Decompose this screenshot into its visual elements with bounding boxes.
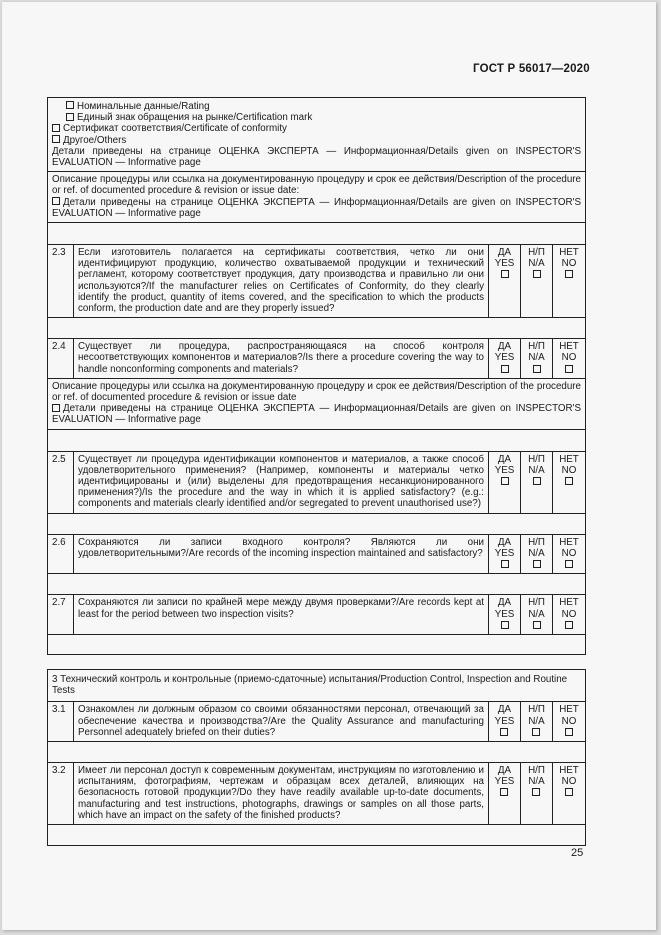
answer-yes[interactable]: ДА YES xyxy=(488,702,520,742)
blank-row xyxy=(48,318,586,339)
na-checkbox[interactable] xyxy=(532,788,540,796)
no-checkbox[interactable] xyxy=(565,621,573,629)
page-number: 25 xyxy=(571,847,584,859)
document-id: ГОСТ Р 56017—2020 xyxy=(473,63,590,75)
no-checkbox[interactable] xyxy=(565,270,573,278)
checklist-table-section-2 xyxy=(47,97,586,655)
answer-yes[interactable]: ДА YES xyxy=(489,339,521,379)
no-checkbox[interactable] xyxy=(565,728,573,736)
blank-cell[interactable] xyxy=(48,825,586,846)
answer-no[interactable]: НЕТ NO xyxy=(552,702,585,742)
answer-yes[interactable]: ДА YES xyxy=(489,534,521,574)
question-row-3-1 xyxy=(48,702,586,742)
yes-checkbox[interactable] xyxy=(501,365,509,373)
blank-row xyxy=(48,634,586,654)
question-row-2-7 xyxy=(48,595,586,635)
na-checkbox[interactable] xyxy=(533,365,541,373)
question-number: 2.7 xyxy=(48,595,74,635)
procedure-description-row xyxy=(48,172,586,223)
blank-row xyxy=(48,825,586,846)
answer-no[interactable]: НЕТ NO xyxy=(553,339,586,379)
answer-na[interactable]: Н/П N/A xyxy=(520,763,552,825)
checkbox-other[interactable] xyxy=(52,135,60,143)
question-number: 2.4 xyxy=(48,339,74,379)
checkbox-certificate[interactable] xyxy=(52,124,60,132)
document-page xyxy=(2,2,656,930)
question-text: Ознакомлен ли должным образом со своими обязанностями персонал, отвечающий за обеспечение качества и производства?/Are the Quality Assurance and manufacturing Personnel adequately briefed on their duties? xyxy=(74,702,489,742)
procedure-description-row xyxy=(48,378,586,429)
blank-cell[interactable] xyxy=(48,318,586,339)
question-row-2-5 xyxy=(48,451,586,513)
answer-yes[interactable]: ДА YES xyxy=(489,595,521,635)
checkbox-rating[interactable] xyxy=(66,101,74,109)
yes-checkbox[interactable] xyxy=(500,728,508,736)
na-checkbox[interactable] xyxy=(533,621,541,629)
na-checkbox[interactable] xyxy=(532,728,540,736)
question-number: 2.5 xyxy=(48,451,74,513)
blank-row xyxy=(48,513,586,534)
blank-cell[interactable] xyxy=(48,634,586,654)
question-row-3-2 xyxy=(48,763,586,825)
blank-cell[interactable] xyxy=(48,513,586,534)
blank-row xyxy=(48,742,586,763)
no-checkbox[interactable] xyxy=(565,477,573,485)
answer-yes[interactable]: ДА YES xyxy=(488,763,520,825)
question-text: Если изготовитель полагается на сертификаты соответствия, четко ли они идентифицируют продукцию, количество охватываемой продукции и технический регламент, которому соответствует продукция, дату производства и правильно ли они используются?/If the manufacturer relies on Certificates of Conformity, do they clearly identify the product, quantity of items covered, and the specification to which the products conform, the production date and are they properly issued? xyxy=(74,245,489,318)
yes-checkbox[interactable] xyxy=(501,270,509,278)
question-row-2-6 xyxy=(48,534,586,574)
answer-na[interactable]: Н/П N/A xyxy=(520,702,552,742)
blank-cell[interactable] xyxy=(48,742,586,763)
answer-na[interactable]: Н/П N/A xyxy=(521,595,553,635)
option-certificate[interactable]: Сертификат соответствия/Certificate of conformity xyxy=(52,123,581,134)
procedure-description: Описание процедуры или ссылка на документированную процедуру и срок ее действия/Description of the procedure or ref. of documented procedure & revision or issue date xyxy=(52,380,581,404)
na-checkbox[interactable] xyxy=(533,477,541,485)
question-text: Имеет ли персонал доступ к современным документам, инструкциям по изготовлению и испытаниям, фотографиям, чертежам и образцам всех деталей, влияющих на безопасность готовой продукции?/Do they have readily available up-to-date documents, manufacturing and test instructions, photographs, drawings or samples on all those parts, which have an impact on the safety of the finished products? xyxy=(74,763,489,825)
section-3-header-row xyxy=(48,670,586,702)
answer-no[interactable]: НЕТ NO xyxy=(553,245,586,318)
option-other[interactable]: Другое/Others xyxy=(52,135,581,146)
answer-yes[interactable]: ДА YES xyxy=(489,245,521,318)
details-checkbox[interactable] xyxy=(52,197,60,205)
answer-na[interactable]: Н/П N/A xyxy=(521,451,553,513)
question-number: 2.3 xyxy=(48,245,74,318)
checklist-table-section-3 xyxy=(47,669,586,846)
option-rating[interactable]: Номинальные данные/Rating xyxy=(52,101,581,112)
question-text: Существует ли процедура, распространяющаяся на способ контроля несоответствующих компонентов и материалов?/Is there a procedure covering the way to handle nonconforming components and materials? xyxy=(74,339,489,379)
details-note: Детали приведены на странице ОЦЕНКА ЭКСПЕРТА — Информационная/Details given on INSPECTOR'S EVALUATION — Informative page xyxy=(52,145,581,169)
question-text: Сохраняются ли записи по крайней мере между двумя проверками?/Are records kept at least for the period between two inspection visits? xyxy=(74,595,489,635)
section-3-title: 3 Технический контроль и контрольные (приемо-сдаточные) испытания/Production Control, Inspection and Routine Tests xyxy=(48,670,586,702)
details-option[interactable]: Детали приведены на странице ОЦЕНКА ЭКСПЕРТА — Информационная/Details are given on INSPECTOR'S EVALUATION — Informative page xyxy=(52,403,581,426)
marking-options-row xyxy=(48,98,586,172)
question-number: 3.1 xyxy=(48,702,74,742)
no-checkbox[interactable] xyxy=(565,365,573,373)
answer-na[interactable]: Н/П N/A xyxy=(521,534,553,574)
answer-no[interactable]: НЕТ NO xyxy=(553,595,586,635)
yes-checkbox[interactable] xyxy=(501,560,509,568)
blank-row xyxy=(48,574,586,595)
yes-checkbox[interactable] xyxy=(501,477,509,485)
no-checkbox[interactable] xyxy=(565,788,573,796)
option-certification-mark[interactable]: Единый знак обращения на рынке/Certification mark xyxy=(52,112,581,123)
answer-na[interactable]: Н/П N/A xyxy=(521,339,553,379)
answer-na[interactable]: Н/П N/A xyxy=(521,245,553,318)
question-number: 3.2 xyxy=(48,763,74,825)
na-checkbox[interactable] xyxy=(533,270,541,278)
yes-checkbox[interactable] xyxy=(500,788,508,796)
yes-checkbox[interactable] xyxy=(501,621,509,629)
blank-cell[interactable] xyxy=(48,574,586,595)
checkbox-certification-mark[interactable] xyxy=(66,113,74,121)
answer-no[interactable]: НЕТ NO xyxy=(553,534,586,574)
procedure-description: Описание процедуры или ссылка на документированную процедуру и срок ее действия/Description of the procedure or ref. of documented procedure & revision or issue date: xyxy=(52,174,581,197)
blank-cell[interactable] xyxy=(48,429,586,451)
answer-no[interactable]: НЕТ NO xyxy=(552,763,585,825)
answer-no[interactable]: НЕТ NO xyxy=(553,451,586,513)
details-option[interactable]: Детали приведены на странице ОЦЕНКА ЭКСПЕРТА — Информационная/Details are given on INSPECTOR'S EVALUATION — Informative page xyxy=(52,196,581,219)
question-row-2-3 xyxy=(48,245,586,318)
blank-row xyxy=(48,429,586,451)
question-text: Сохраняются ли записи входного контроля? Являются ли они удовлетворительными?/Are records of the incoming inspection maintained and satisfactory? xyxy=(74,534,489,574)
question-number: 2.6 xyxy=(48,534,74,574)
blank-row xyxy=(48,223,586,245)
no-checkbox[interactable] xyxy=(565,560,573,568)
blank-cell[interactable] xyxy=(48,223,586,245)
answer-yes[interactable]: ДА YES xyxy=(489,451,521,513)
details-checkbox[interactable] xyxy=(52,404,60,412)
na-checkbox[interactable] xyxy=(533,560,541,568)
question-row-2-4 xyxy=(48,339,586,379)
question-text: Существует ли процедура идентификации компонентов и материалов, а также способ удовлетворительного применения? (Например, компоненты и материалы четко идентифицированы и (или) выделены для предотвращения несанкционированного применения?)/Is the procedure and the way in which it is applied satisfactory? (e.g.: components and materials clearly identified and/or segregated to prevent unauthorised use?) xyxy=(74,451,489,513)
